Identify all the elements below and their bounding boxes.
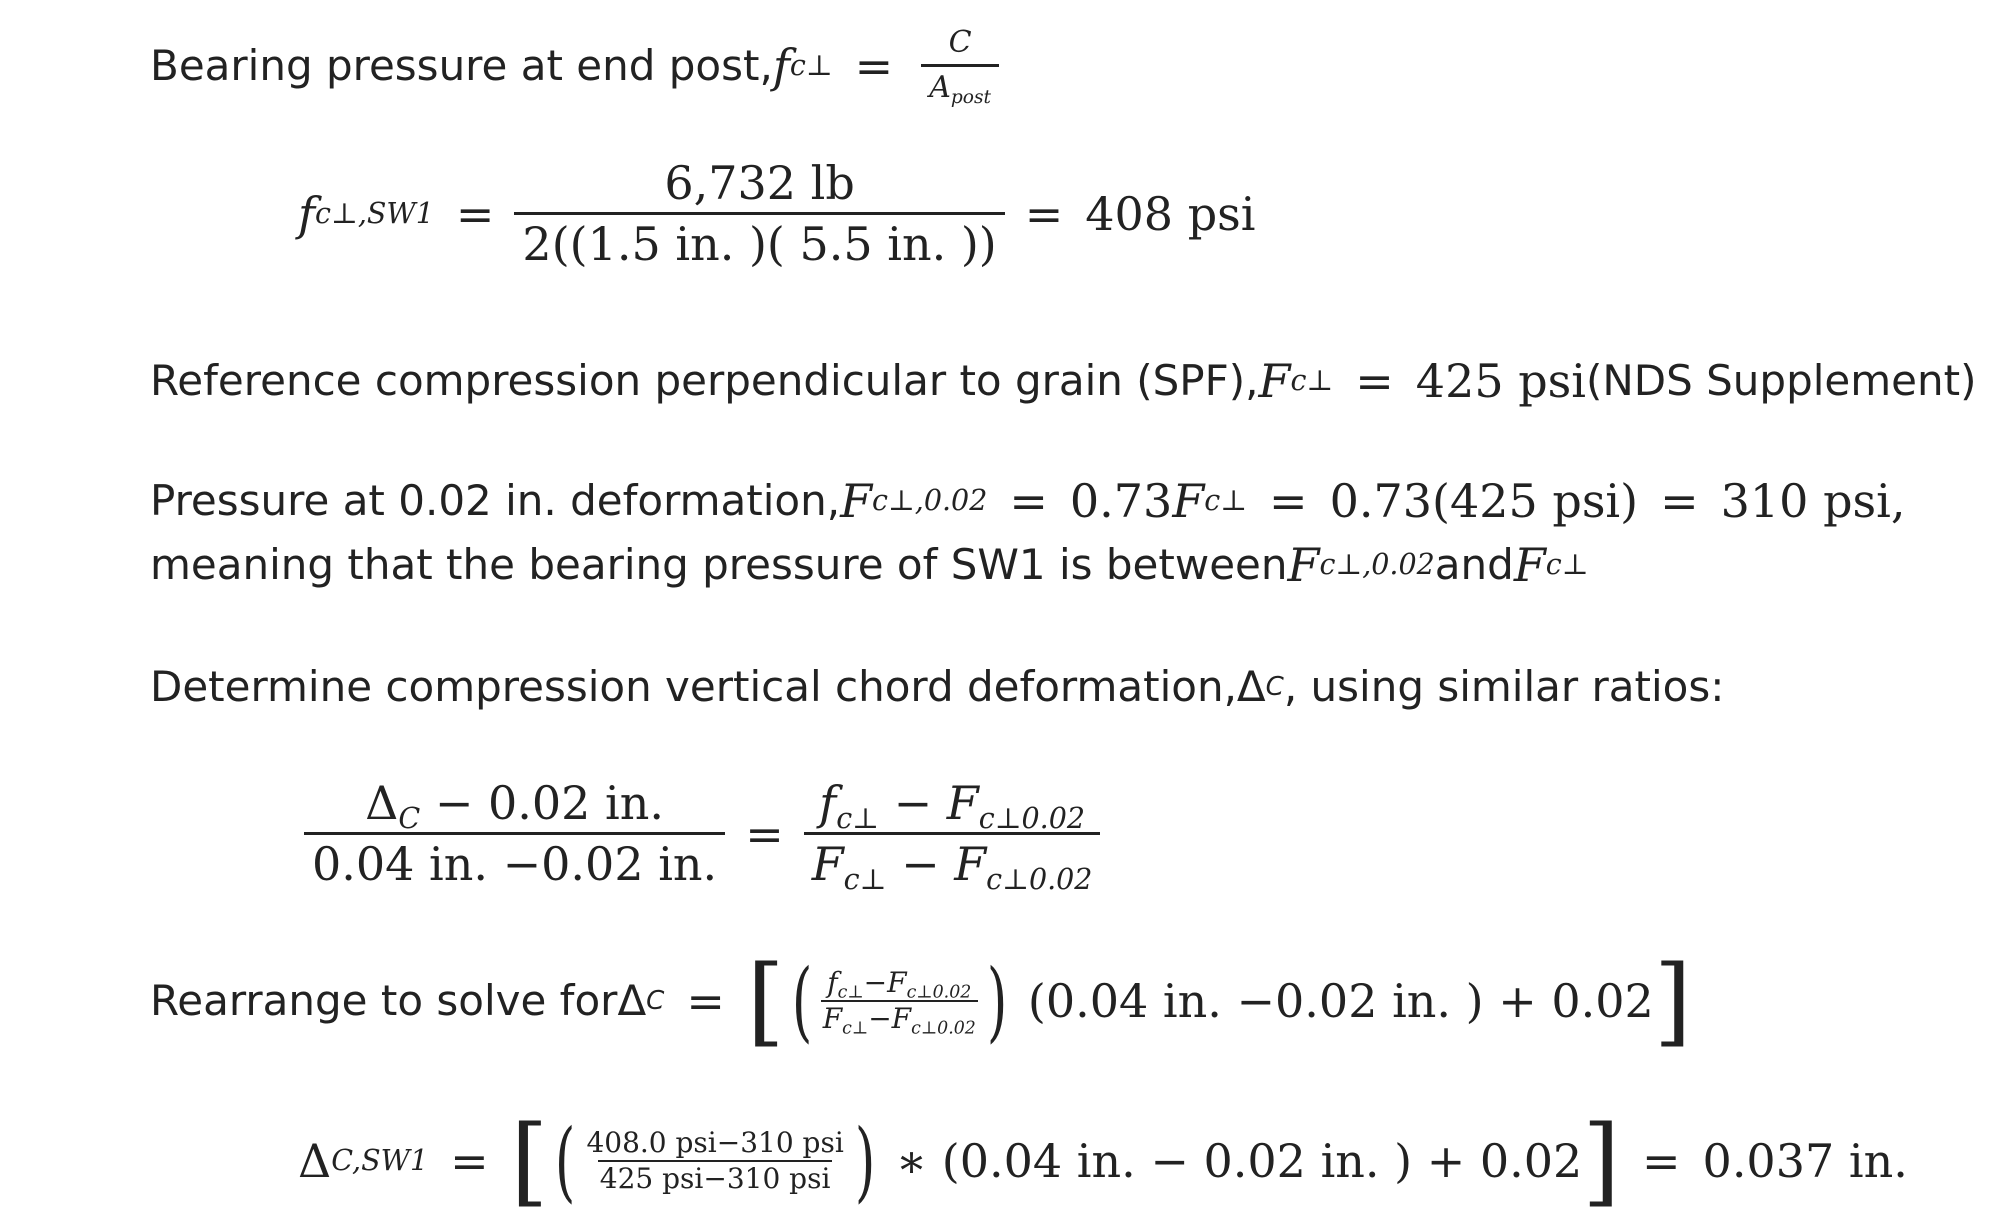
bearing-pressure-label: Bearing pressure at end post, <box>150 40 773 90</box>
num-F: F <box>887 966 907 1000</box>
bearing-pressure-definition <box>150 25 1005 108</box>
num-minus: − <box>863 966 888 1000</box>
den-F2: F <box>891 1002 912 1036</box>
and-text: and <box>1434 540 1514 589</box>
num-f: f <box>827 966 838 1000</box>
numerator: C <box>948 25 972 60</box>
num-F-sub: c⊥0.02 <box>906 983 972 1003</box>
equals-sign: = <box>455 186 495 241</box>
delta-symbol: Δ <box>365 776 399 830</box>
equals-sign: = <box>686 974 725 1029</box>
left-paren: ( <box>555 1110 576 1213</box>
calc-formula: f c⊥,SW1 = $\frac{6,732 lb}{2((1.5 in. )( 5.5 in. ))}$ = 408 psi <box>298 156 1256 271</box>
denominator-sub: post <box>950 86 991 108</box>
equals-sign-2: = <box>1269 474 1308 528</box>
equals-sign-3: = <box>1660 474 1699 528</box>
rest-expression: (0.04 in. −0.02 in. ) + 0.02 <box>1027 974 1654 1029</box>
equals-sign-2: = <box>1024 186 1064 241</box>
delta-symbol: Δ <box>298 1134 332 1189</box>
den-F: F <box>811 837 844 891</box>
delta-symbol: Δ <box>1236 662 1266 711</box>
pressure-formula: F c⊥,0.02 = 0.73 F c⊥ = 0.73(425 psi) = 310 psi, <box>840 474 1906 528</box>
reference-compression-formula: F c⊥ = 425 psi <box>1258 354 1586 408</box>
denominator-var: A <box>929 70 951 105</box>
rest-expression: ∗ (0.04 in. − 0.02 in. ) + 0.02 <box>895 1134 1583 1189</box>
expression: 0.73(425 psi) <box>1329 474 1639 528</box>
deformation-calculation <box>298 1104 1908 1217</box>
deformation-formula: Δ C,SW1 = [ ( $\frac{\text{408.0 psi−310 psi}}{\text{425 psi−310 psi}}$ ) ∗ (0.04 in. − 0.02 in. ) + 0.02 ] = 0.037 in. <box>298 1104 1908 1217</box>
numerator: 6,732 lb <box>664 156 855 210</box>
delta-sub: C <box>398 802 421 836</box>
var: F <box>1258 354 1291 408</box>
den-minus: − <box>868 1002 892 1036</box>
num-F-sub: c⊥0.02 <box>978 802 1085 836</box>
var2: F <box>1513 538 1546 592</box>
source-note: (NDS Supplement) <box>1585 356 1977 405</box>
den-F2-sub: c⊥0.02 <box>911 1019 976 1039</box>
reference-compression-label: Reference compression perpendicular to grain (SPF), <box>150 356 1259 405</box>
equals-sign: = <box>1355 354 1394 408</box>
numerator: 408.0 psi−310 psi <box>586 1126 844 1160</box>
similar-ratios-equation <box>298 776 1106 897</box>
equals-sign: = <box>745 806 784 861</box>
bearing-pressure-calculation <box>298 156 1256 271</box>
den-minus: − <box>886 837 955 891</box>
equals-sign-2: = <box>1642 1134 1681 1189</box>
var: F <box>1287 538 1320 592</box>
fraction <box>921 25 999 108</box>
den-F-sub: c⊥ <box>842 1019 869 1039</box>
result: 408 psi <box>1085 186 1256 241</box>
num-f-sub: c⊥ <box>836 802 879 836</box>
var2: F <box>1172 474 1205 528</box>
right-paren: ) <box>986 950 1008 1053</box>
reference-compression-line <box>150 354 1977 408</box>
delta-symbol: Δ <box>617 976 647 1026</box>
right-fraction <box>804 776 1101 897</box>
determine-text: Determine compression vertical chord deformation, <box>150 662 1237 711</box>
coefficient: 0.73 <box>1069 474 1173 528</box>
pressure-label: Pressure at 0.02 in. deformation, <box>150 476 841 525</box>
equals-sign: = <box>1009 474 1048 528</box>
numerator-rest: − 0.02 in. <box>420 776 665 830</box>
determine-deformation-line: Determine compression vertical chord deformation, Δ C , using similar ratios: <box>150 662 1725 711</box>
den-F: F <box>822 1002 843 1036</box>
right-bracket: ] <box>1653 944 1692 1057</box>
den-F2-sub: c⊥0.02 <box>986 863 1093 897</box>
num-f: f <box>819 776 837 830</box>
lhs-var: f <box>772 38 790 93</box>
denominator: 2((1.5 in. )( 5.5 in. )) <box>514 212 1004 267</box>
value: 425 psi <box>1415 354 1586 408</box>
rearrange-formula <box>664 944 1692 1057</box>
equals-sign: = <box>854 38 894 93</box>
den-F-sub: c⊥ <box>843 863 887 897</box>
result: 310 psi, <box>1720 474 1906 528</box>
num-minus: − <box>879 776 947 830</box>
num-f-sub: c⊥ <box>837 983 864 1003</box>
right-paren: ) <box>854 1110 876 1213</box>
left-paren: ( <box>791 950 812 1053</box>
meaning-line: meaning that the bearing pressure of SW1 is between F c⊥,0.02 and F c⊥ <box>150 538 1589 592</box>
denominator: 425 psi−310 psi <box>599 1162 831 1196</box>
var: F <box>840 474 872 528</box>
fraction <box>584 1126 845 1196</box>
lhs-var: f <box>298 186 316 241</box>
left-bracket: [ <box>510 1104 549 1217</box>
fraction <box>821 966 978 1039</box>
left-fraction <box>304 776 725 891</box>
meaning-text: meaning that the bearing pressure of SW1 is between <box>150 540 1288 589</box>
den-F2: F <box>954 837 987 891</box>
determine-tail: , using similar ratios: <box>1283 662 1725 711</box>
denominator: 0.04 in. −0.02 in. <box>304 832 725 887</box>
equals-sign: = <box>450 1134 489 1189</box>
result: 0.037 in. <box>1702 1134 1908 1189</box>
bearing-pressure-formula: f c⊥ = $\frac{C}{A_{post}}$ <box>773 28 1005 103</box>
num-F: F <box>946 776 979 830</box>
pressure-at-deformation-line <box>150 474 1906 528</box>
right-bracket: ] <box>1582 1104 1620 1217</box>
rearrange-line: Rearrange to solve for Δ C = [ ( $\frac{f_{c\perp}-F_{c\perp 0.02}}{F_{c\perp}-F_{c\perp 0.02}}$ ) (0.04 in. −0.02 in. ) + 0.02 ] <box>150 944 1692 1057</box>
left-bracket: [ <box>746 944 785 1057</box>
rearrange-text: Rearrange to solve for <box>150 976 618 1026</box>
